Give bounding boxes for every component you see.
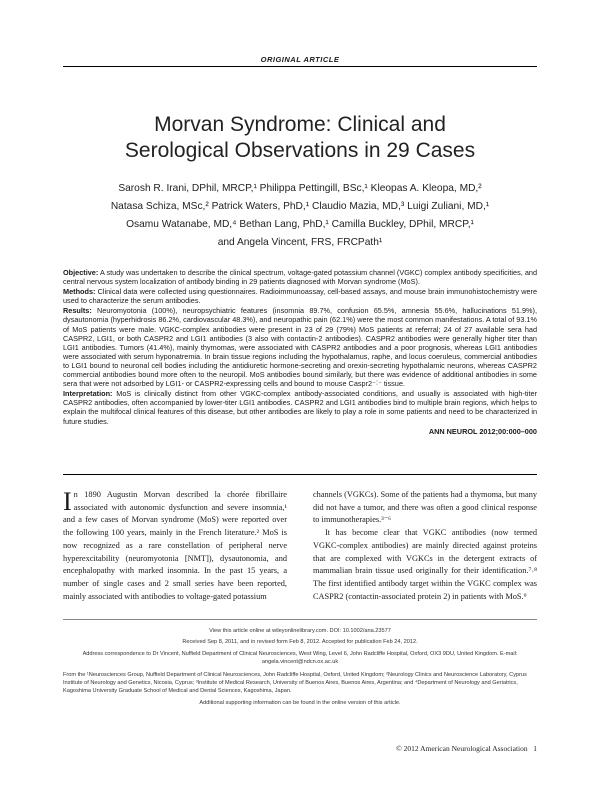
article-title (63, 112, 537, 164)
intro-paragraph-1-text: n 1890 Augustin Morvan described la chorée fibrillaire associated with autonomic dysfunction and severe insomnia,¹ and a few cases of Morvan syndrome (MoS) were reported over the following 100 years, mainly in the French literature.² MoS is now recognized as a rare constellation of peripheral nerve hyperexcitability (neuromyotonia [NMT]), dysautonomia, and encephalopathy with marked insomnia. In the past 15 years, a number of single cases and 2 small series have been reported, mainly associated with antibodies to voltage-gated potassium (63, 490, 287, 601)
footnote-divider (63, 619, 537, 620)
title-line-1: Morvan Syndrome: Clinical and (154, 113, 446, 136)
author-affiliations: From the ¹Neurosciences Group, Nuffield Department of Clinical Neurosciences, John Radcliffe Hospital, Oxford, United Kingdom; ²Neurology Clinics and Neuroscience Laboratory, Cyprus Institute of Neurology and Genetics, Nicosia, Cyprus; ³Institute of Medical Research, University of Buenos Aires, Buenos Aires, Argentina; and ⁴Department of Neurology and Geriatrics, Kagoshima University Graduate School of Medical and Dental Sciences, Kagoshima, Japan. (63, 671, 527, 695)
copyright-notice: © 2012 American Neurological Association (396, 744, 528, 753)
journal-citation: ANN NEUROL 2012;00:000–000 (428, 426, 537, 436)
page-number: 1 (533, 744, 537, 753)
objective-label: Objective: (63, 268, 99, 277)
intro-paragraph-1 (63, 489, 287, 603)
intro-paragraph-1-continued: channels (VGKCs). Some of the patients had a thymoma, but many did not have a tumor, and there was often a good clinical response to immunotherapies.³⁻⁶ (313, 490, 537, 525)
objective-text: A study was undertaken to describe the clinical spectrum, voltage-gated potassium channel (VGKC) complex antibody specificities, and central nervous system localization of antibody binding in 29 patients diagnosed with Morvan syndrome (MoS). (63, 268, 538, 287)
abstract-objective (63, 268, 537, 286)
abstract-divider (63, 474, 537, 475)
results-label: Results: (63, 306, 92, 316)
correspondence-address: Address correspondence to Dr Vincent, Nuffield Department of Clinical Neurosciences, West Wing, Level 6, John Radcliffe Hospital, Oxford, OX3 9DU, United Kingdom. E-mail: angela.vincent@ndcn.ox.ac.uk (82, 650, 518, 666)
authors-line-1: Sarosh R. Irani, DPhil, MRCP,¹ Philippa Pettingill, BSc,¹ Kleopas A. Kleopa, MD,² (118, 183, 482, 194)
methods-text: Clinical data were collected using questionnaires. Radioimmunoassay, cell-based assays, and mouse brain immunohistochemistry were used to characterize the serum antibodies. (63, 287, 538, 306)
abstract (63, 268, 537, 436)
intro-paragraph-2: It has become clear that VGKC antibodies (now termed VGKC-complex antibodies) are mainly directed against proteins that are complexed with VGKCs in the detergent extracts of mammalian brain tissue used originally for their identification.⁷˒⁸ The first identified antibody target within the VGKC complex was CASPR2 (contactin-associated protein 2) in patients with MoS.⁹ (313, 528, 537, 601)
abstract-methods (63, 287, 537, 305)
drop-cap: I (63, 487, 72, 516)
title-line-2: Serological Observations in 29 Cases (124, 139, 476, 162)
online-doi-note: View this article online at wileyonlinelibrary.com. DOI: 10.1002/ana.23577 (209, 628, 391, 634)
authors-line-3: Osamu Watanabe, MD,⁴ Bethan Lang, PhD,¹ Camilla Buckley, DPhil, MRCP,¹ (126, 219, 474, 230)
received-dates: Received Sep 8, 2011, and in revised form Feb 8, 2012. Accepted for publication Feb 24, 2012. (182, 639, 418, 646)
abstract-results (63, 306, 537, 388)
authors-line-4: and Angela Vincent, FRS, FRCPath¹ (217, 237, 383, 248)
authors-line-2: Natasa Schiza, MSc,² Patrick Waters, PhD,¹ Claudio Mazia, MD,³ Luigi Zuliani, MD,¹ (110, 201, 490, 212)
body-column-right (313, 489, 537, 603)
page-footer (63, 744, 537, 753)
abstract-interpretation (63, 389, 537, 425)
author-list (63, 180, 537, 252)
supporting-info-note: Additional supporting information can be found in the online version of this article. (199, 699, 401, 706)
footnotes (63, 627, 537, 707)
interpretation-text: MoS is clinically distinct from other VGKC-complex antibody-associated conditions, and usually is associated with high-titer CASPR2 antibodies, often accompanied by lower-titer LGI1 antibodies. CASPR2 and LGI1 antibodies bind to multiple brain regions, which helps to explain the multifocal clinical features of this disease, but other antibodies are likely to play a role in some patients and need to be characterized in future studies. (63, 389, 537, 426)
article-type-label: ORIGINAL ARTICLE (255, 55, 346, 64)
results-text: Neuromyotonia (100%), neuropsychiatric features (insomnia 89.7%, confusion 65.5%, amnesia 55.6%, hallucinations 51.9%), dysautonomia (hyperhidrosis 86.2%, cardiovascular 48.3%), and neuropathic pain (62.1%) were the most common manifestations. A total of 93.1% of MoS patients were male. VGKC-complex antibodies were present in 23 of 29 (79%) MoS patients at referral; 24 of 27 available sera had CASPR2, LGI1, or both CASPR2 and LGI1 antibodies (3 also with contactin-2 antibodies). CASPR2 antibodies were generally higher titer than LGI1 antibodies. Tumors (41.4%), mainly thymomas, were associated with CASPR2 antibodies and a poor prognosis, whereas LGI1 antibodies were associated with serum hyponatremia. In brain tissue regions including the hypothalamus, raphe, and locus coeruleus, commercial antibodies to LGI1 bound to neuronal cell bodies including the antidiuretic hormone-secreting and orexin-secreting hypothalamic neurons, whereas CASPR2 commercial antibodies bound more often to the neuropil. MoS antibodies bound similarly, but there was evidence of additional antibodies in some sera that were not adsorbed by LGI1- or CASPR2-expressing cells and bound to mouse Caspr2⁻˸⁻ tissue. (63, 306, 538, 389)
article-type-header (63, 55, 537, 67)
methods-label: Methods: (63, 287, 96, 297)
interpretation-label: Interpretation: (63, 389, 113, 399)
body-column-left (63, 489, 287, 603)
